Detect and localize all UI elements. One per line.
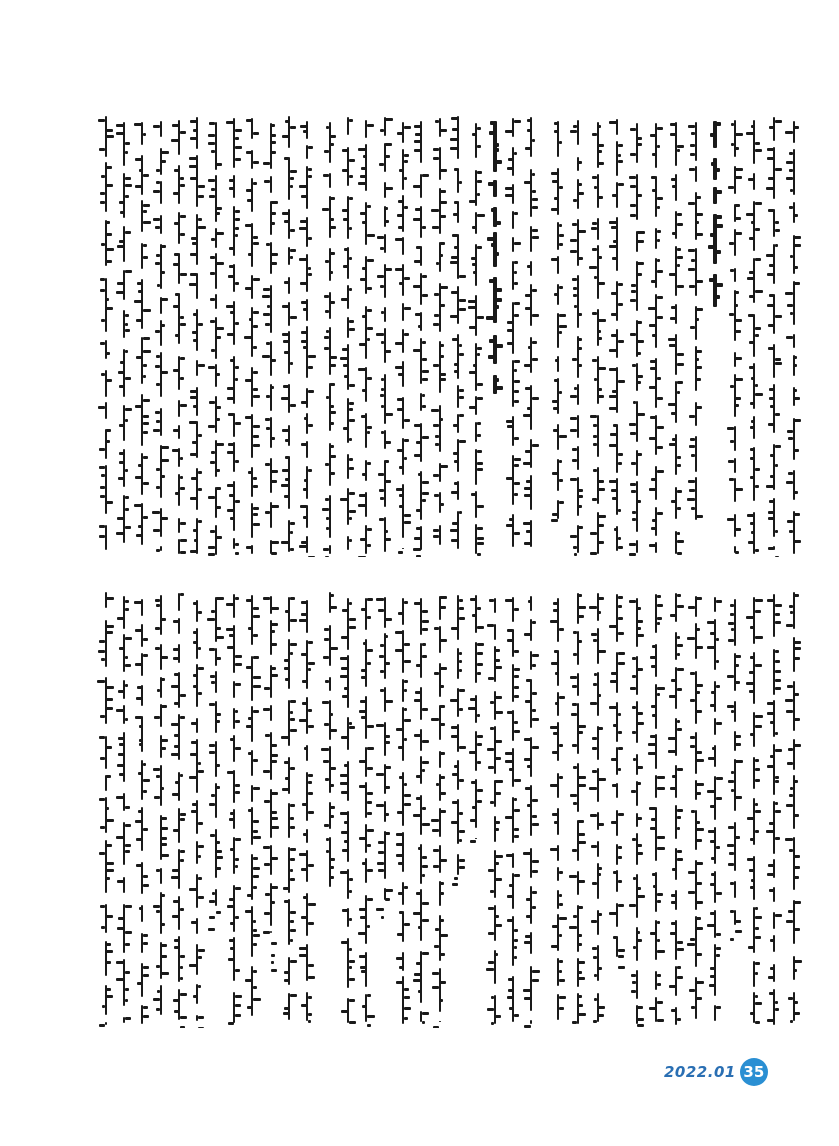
text-block-left-2	[96, 588, 316, 1028]
text-line	[695, 588, 696, 1028]
text-line	[252, 588, 253, 1028]
text-line	[577, 112, 578, 557]
text-line	[142, 112, 143, 557]
text-line	[384, 112, 385, 557]
text-block-right	[548, 112, 803, 557]
text-line	[124, 112, 125, 557]
text-line	[695, 112, 696, 557]
text-line	[774, 112, 775, 557]
text-line	[348, 588, 349, 1028]
text-line	[197, 112, 198, 557]
text-line	[656, 112, 657, 557]
page-number-badge: 35	[740, 1058, 768, 1086]
text-line	[458, 112, 459, 557]
text-block-left	[96, 112, 316, 557]
text-line	[656, 588, 657, 1028]
text-line	[439, 588, 440, 1028]
text-line	[513, 588, 514, 1028]
column-heading-line	[715, 112, 716, 557]
text-line	[289, 588, 290, 1028]
text-line	[252, 112, 253, 557]
text-line	[636, 588, 637, 1028]
text-line	[476, 588, 477, 1028]
text-line	[215, 112, 216, 557]
text-line	[558, 588, 559, 1028]
text-line	[215, 588, 216, 1028]
text-line	[307, 112, 308, 557]
text-line	[715, 588, 716, 1028]
text-block-middle-2	[320, 588, 540, 1028]
text-line	[234, 112, 235, 557]
text-line	[384, 588, 385, 1028]
text-line	[617, 588, 618, 1028]
text-line	[636, 112, 637, 557]
text-line	[734, 112, 735, 557]
text-line	[329, 588, 330, 1028]
text-line	[676, 112, 677, 557]
text-line	[124, 588, 125, 1028]
text-line	[597, 588, 598, 1028]
text-line	[513, 112, 514, 557]
text-line	[774, 588, 775, 1028]
text-line	[458, 588, 459, 1028]
text-line	[597, 112, 598, 557]
text-line	[421, 112, 422, 557]
text-line	[179, 112, 180, 557]
text-block-middle	[320, 112, 540, 557]
text-line	[439, 112, 440, 557]
text-line	[197, 588, 198, 1028]
text-line	[793, 588, 794, 1028]
text-line	[160, 588, 161, 1028]
text-line	[179, 588, 180, 1028]
column-heading-line	[494, 112, 495, 557]
text-line	[531, 588, 532, 1028]
issue-number: 2022.01	[664, 1063, 736, 1081]
text-line	[421, 588, 422, 1028]
text-block-right-2	[548, 588, 803, 1028]
text-line	[366, 588, 367, 1028]
text-line	[531, 112, 532, 557]
text-line	[558, 112, 559, 557]
text-line	[577, 588, 578, 1028]
text-line	[348, 112, 349, 557]
text-line	[105, 588, 106, 1028]
text-line	[366, 112, 367, 557]
text-line	[160, 112, 161, 557]
text-line	[270, 588, 271, 1028]
text-line	[754, 112, 755, 557]
text-line	[403, 112, 404, 557]
text-line	[105, 112, 106, 557]
text-line	[403, 588, 404, 1028]
text-line	[617, 112, 618, 557]
text-line	[307, 588, 308, 1028]
text-line	[142, 588, 143, 1028]
text-line	[754, 588, 755, 1028]
text-line	[270, 112, 271, 557]
text-line	[329, 112, 330, 557]
text-line	[476, 112, 477, 557]
text-line	[289, 112, 290, 557]
text-line	[676, 588, 677, 1028]
page-footer	[664, 1058, 768, 1086]
text-line	[234, 588, 235, 1028]
text-line	[494, 588, 495, 1028]
text-line	[793, 112, 794, 557]
text-line	[734, 588, 735, 1028]
